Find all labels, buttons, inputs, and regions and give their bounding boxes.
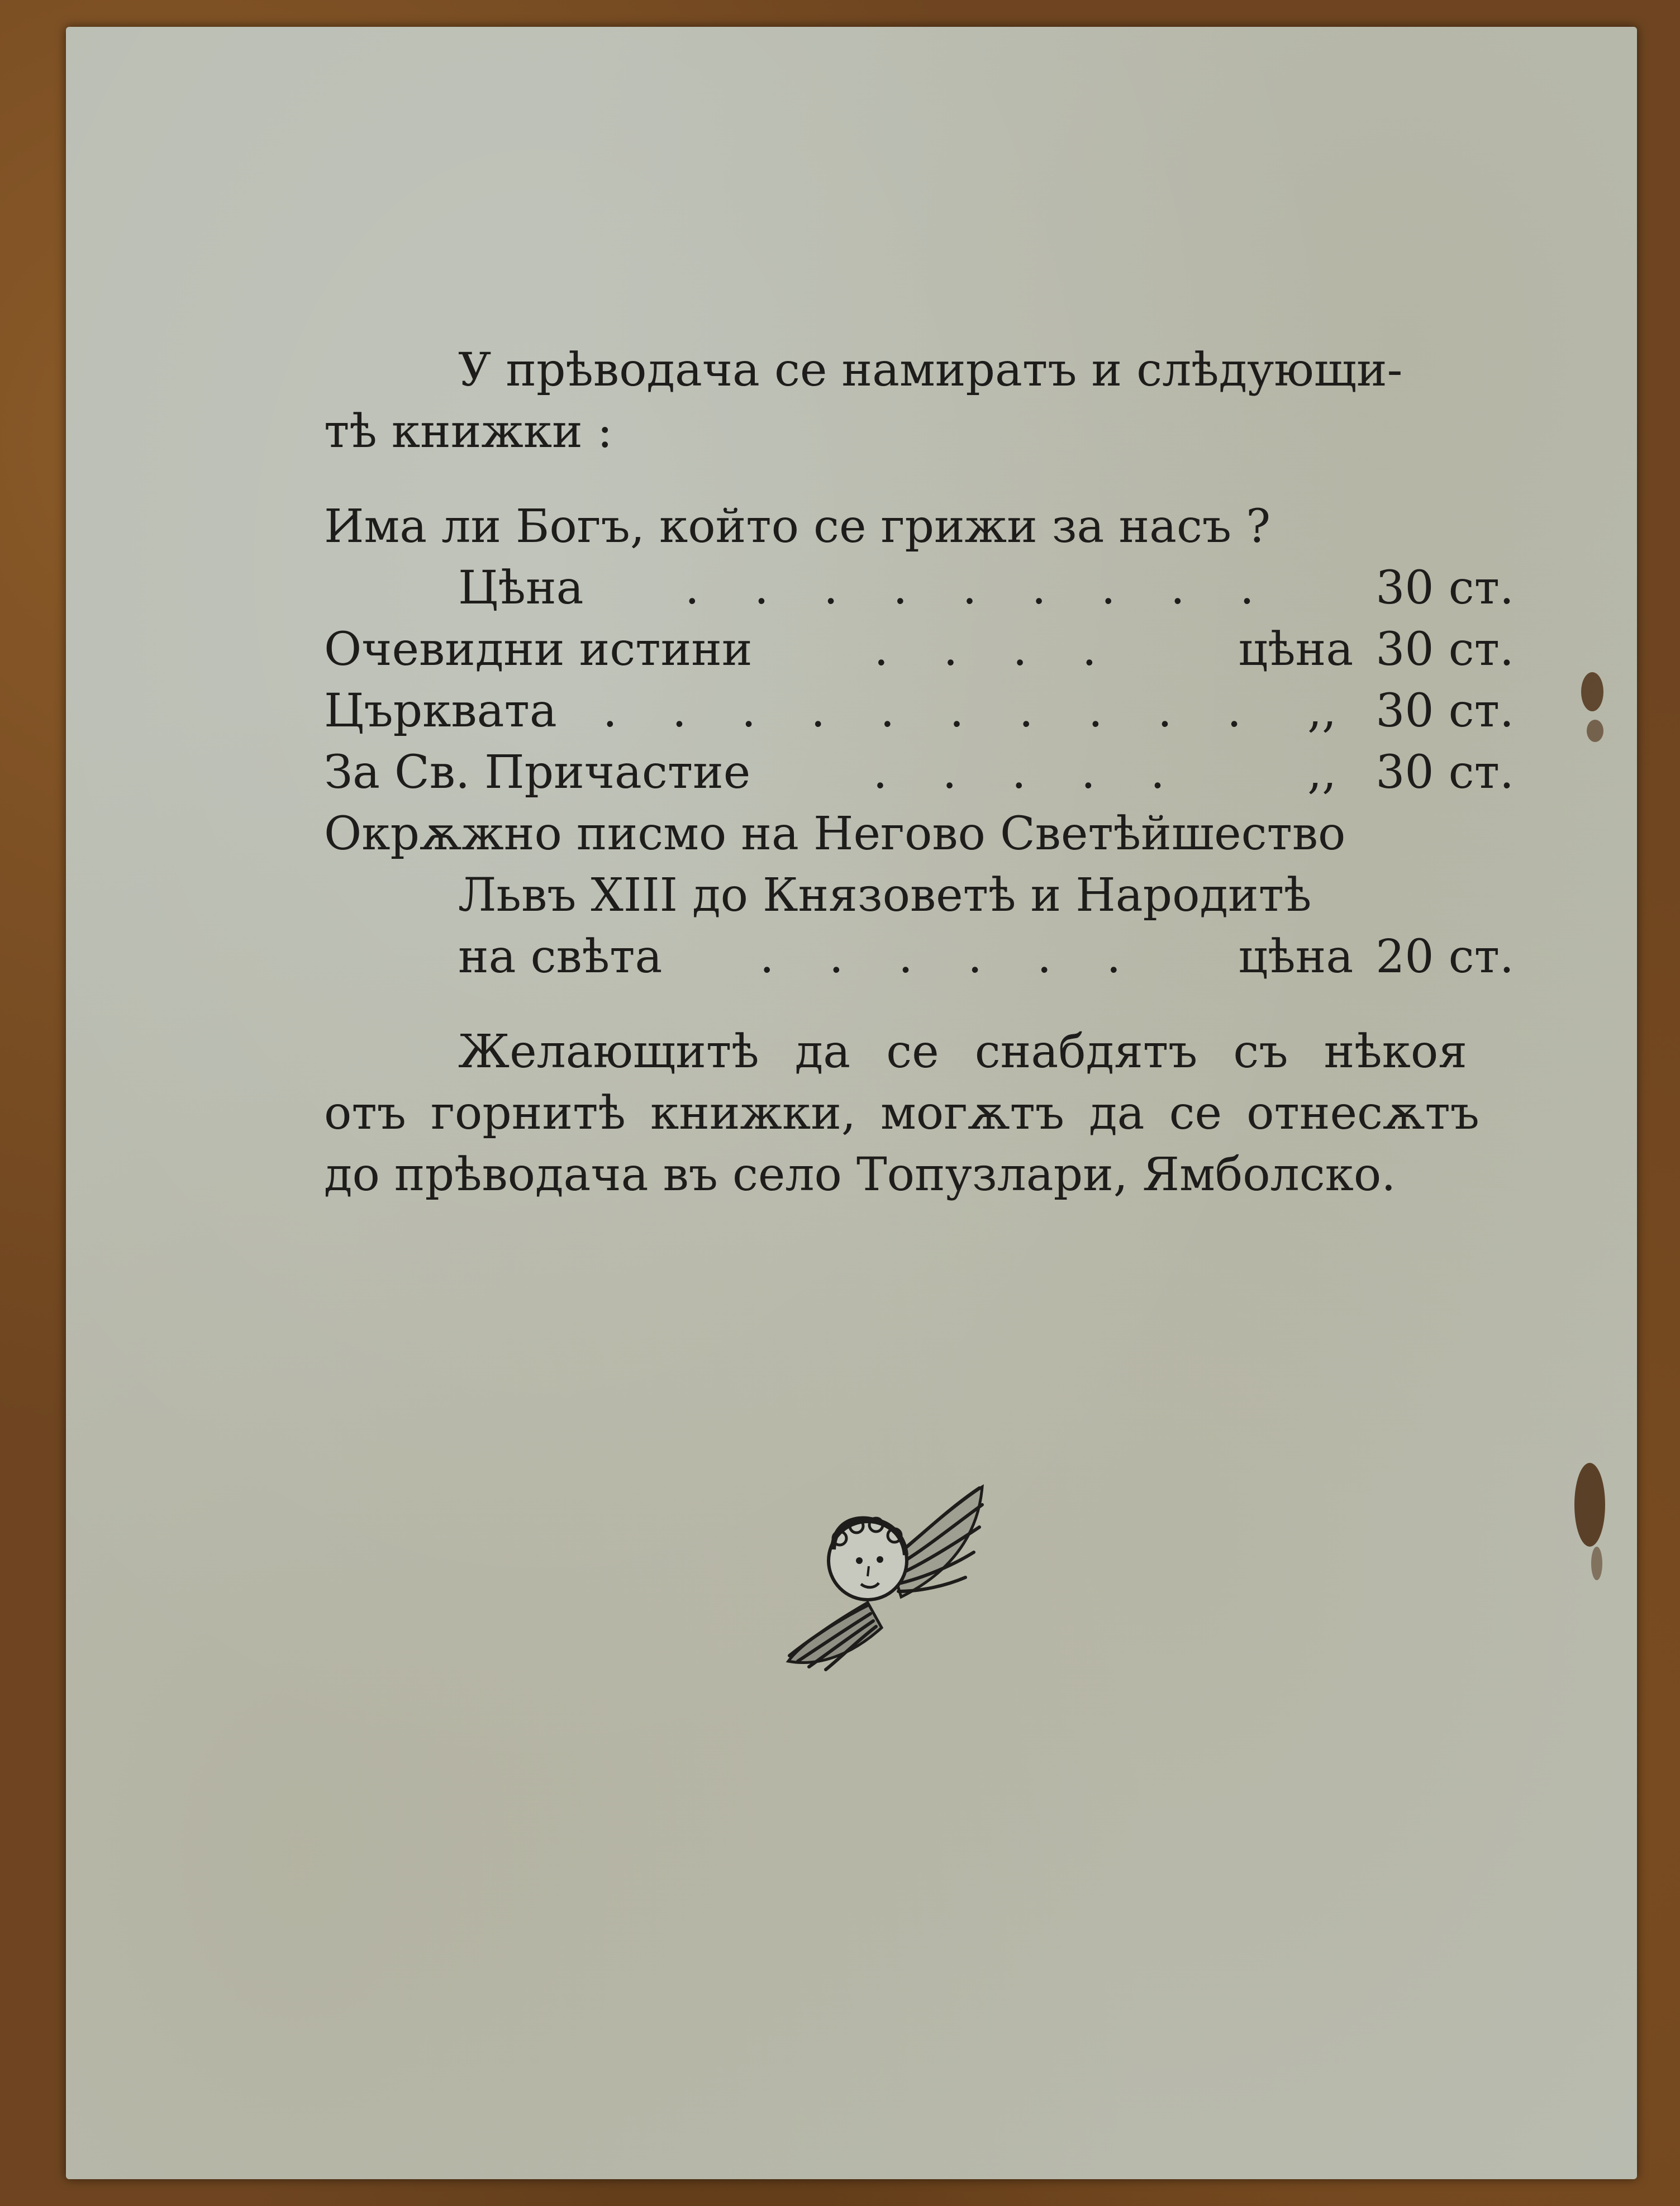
intro-paragraph [324, 340, 1514, 463]
intro-line: У прѣводача се намиратъ и слѣдующи- [458, 344, 1403, 397]
book-list-text [324, 340, 1514, 1206]
book-title-continued: на свѣта [458, 930, 663, 983]
leader-dots: . . . . . . . . . . [602, 684, 1262, 738]
stain-spot [1574, 1463, 1605, 1547]
leader-dots: . . . . . . [759, 930, 1141, 983]
book-price-row [324, 619, 1514, 681]
closing-line: до прѣводача въ село Топузлари, Ямболско. [324, 1148, 1396, 1201]
stain-spot [1581, 672, 1603, 711]
winged-cherub-icon [784, 1477, 996, 1678]
book-title: Има ли Богъ, който се грижи за насъ ? [324, 500, 1271, 553]
book-price-row [324, 558, 1514, 619]
price-label: Цѣна [458, 562, 584, 615]
price-value: 30 ст. [1376, 684, 1514, 738]
price-value: 30 ст. [1376, 562, 1514, 615]
book-price-row [324, 681, 1514, 742]
ditto-mark: ,, [1307, 746, 1337, 799]
leader-dots: . . . . . . . . . [684, 562, 1274, 615]
book-title-continued: Львъ XIII до Князоветѣ и Народитѣ [458, 869, 1312, 922]
price-value: 20 ст. [1376, 930, 1514, 983]
price-value: 30 ст. [1376, 623, 1514, 676]
stain-spot [1591, 1547, 1602, 1580]
leader-dots: . . . . [874, 623, 1117, 676]
book-price-row [324, 926, 1514, 988]
book-title: Очевидни истини [324, 623, 753, 676]
book-title: Окрѫжно писмо на Негово Светѣйшество [324, 807, 1346, 860]
closing-line: отъ горнитѣ книжки, могѫтъ да се отнесѫтъ [324, 1087, 1479, 1140]
ditto-mark: ,, [1307, 684, 1337, 738]
book-title: За Св. Причастие [324, 746, 751, 799]
price-word: цѣна [1238, 623, 1354, 676]
book-back-cover [66, 27, 1637, 2179]
price-value: 30 ст. [1376, 746, 1514, 799]
book-list [324, 496, 1514, 988]
closing-paragraph [324, 1021, 1514, 1206]
leader-dots: . . . . . [873, 746, 1185, 799]
price-word: цѣна [1238, 930, 1354, 983]
book-price-row [324, 742, 1514, 804]
closing-line: Желающитѣ да се снабдятъ съ нѣкоя [458, 1025, 1468, 1078]
book-title: Църквата [324, 684, 557, 738]
stain-spot [1587, 720, 1603, 742]
intro-line: тѣ книжки : [324, 405, 613, 458]
